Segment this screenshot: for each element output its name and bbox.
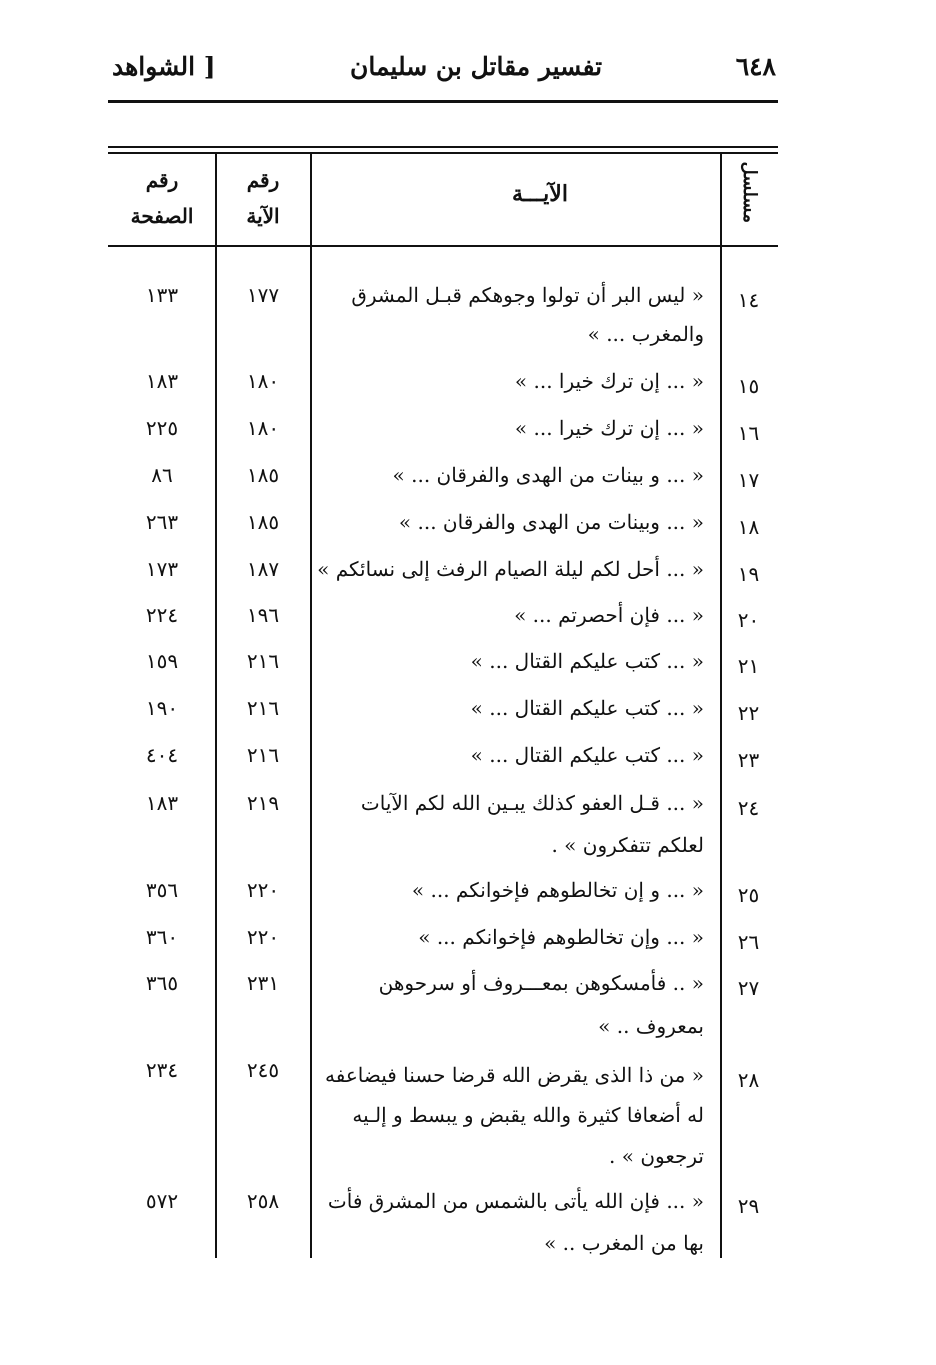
verse-line: « ... و بينات من الهدى والفرقان ... » <box>392 463 704 487</box>
page-reference: ٢٢٤ <box>145 603 179 627</box>
page-reference: ٥٧٢ <box>145 1189 179 1213</box>
page-reference: ١٥٩ <box>145 649 179 673</box>
page-reference: ٤٠٤ <box>145 743 179 767</box>
serial-number: ٢٧ <box>737 976 760 1000</box>
book-title: تفسير مقاتل بن سليمان <box>350 52 603 81</box>
ayah-number: ١٧٧ <box>246 283 280 307</box>
column-divider <box>720 154 722 1258</box>
ayah-number: ١٨٥ <box>246 510 280 534</box>
ayah-number: ١٨٠ <box>246 416 280 440</box>
serial-number: ١٧ <box>737 468 760 492</box>
serial-number: ١٥ <box>737 374 760 398</box>
page-reference: ٣٦٠ <box>145 925 179 949</box>
verse-line: « ... فإن الله يأتى بالشمس من المشرق فأت <box>327 1189 704 1213</box>
column-header-ayah-number <box>222 162 304 234</box>
ayah-number: ٢١٩ <box>246 791 280 815</box>
verse-line: « ... كتب عليكم القتال ... » <box>470 743 704 767</box>
header-divider <box>108 245 778 247</box>
serial-number: ٢٣ <box>737 748 760 772</box>
page-reference: ١٩٠ <box>145 696 179 720</box>
serial-number: ٢٥ <box>737 883 760 907</box>
page-reference: ٢٣٤ <box>145 1058 179 1082</box>
ayah-number: ٢٥٨ <box>246 1189 280 1213</box>
ayah-number: ١٨٥ <box>246 463 280 487</box>
verse-line: « ... قـل العفو كذلك يبـين الله لكم الآيات <box>360 791 704 815</box>
verse-line: « ... كتب عليكم القتال ... » <box>470 649 704 673</box>
verse-line: لعلكم تتفكرون » . <box>551 833 704 857</box>
serial-number: ٢٦ <box>737 930 760 954</box>
page-reference: ١٨٣ <box>145 791 179 815</box>
column-header-page-number <box>112 162 212 234</box>
verse-line: « من ذا الذى يقرض الله قرضا حسنا فيضاعفه <box>324 1063 704 1087</box>
page-reference: ١٣٣ <box>145 283 179 307</box>
table-top-rule-2 <box>108 152 778 154</box>
ayah-number: ٢٣١ <box>246 971 280 995</box>
table-top-rule <box>108 146 778 148</box>
verse-line: ترجعون » . <box>609 1144 704 1168</box>
ayah-number: ٢١٦ <box>246 743 280 767</box>
page-reference: ٣٥٦ <box>145 878 179 902</box>
verse-line: « ... إن ترك خيرا ... » <box>514 369 704 393</box>
ayah-number: ٢٢٠ <box>246 925 280 949</box>
page-reference: ٢٢٥ <box>145 416 179 440</box>
ayah-number: ٢٢٠ <box>246 878 280 902</box>
header-rule <box>108 100 778 103</box>
page-reference: ٨٦ <box>151 463 173 487</box>
serial-number: ٢٠ <box>737 608 760 632</box>
page-reference: ٢٦٣ <box>145 510 179 534</box>
serial-number: ٢٨ <box>737 1068 760 1092</box>
column-divider <box>215 154 217 1258</box>
ayah-number: ١٨٧ <box>246 557 280 581</box>
page-reference: ٣٦٥ <box>145 971 179 995</box>
column-header-serial: مسلسل <box>739 161 760 223</box>
serial-number: ٢٩ <box>737 1194 760 1218</box>
verse-line: « ... وإن تخالطوهم فإخوانكم ... » <box>418 925 704 949</box>
ayah-number: ١٨٠ <box>246 369 280 393</box>
column-header-page-line-1: رقم <box>145 168 179 192</box>
verse-line: بها من المغرب .. » <box>544 1231 704 1255</box>
column-header-page-line-2: الصفحة <box>130 204 194 228</box>
verse-line: « ... وبينات من الهدى والفرقان ... » <box>398 510 704 534</box>
verse-line: « ليس البر أن تولوا وجوهكم قبـل المشرق <box>351 283 704 307</box>
ayah-number: ٢٤٥ <box>246 1058 280 1082</box>
column-header-ayah-line-1: رقم <box>246 168 280 192</box>
ayah-number: ٢١٦ <box>246 696 280 720</box>
verse-line: بمعروف .. » <box>598 1014 704 1038</box>
verse-line: له أضعافا كثيرة والله يقبض و يبسط و إلـيه <box>352 1103 704 1127</box>
verse-line: « ... فإن أحصرتم ... » <box>514 603 704 627</box>
ayah-number: ٢١٦ <box>246 649 280 673</box>
page-reference: ١٧٣ <box>145 557 179 581</box>
verse-line: « ... أحل لكم ليلة الصيام الرفث إلى نسائكم » <box>317 557 704 581</box>
page-reference: ١٨٣ <box>145 369 179 393</box>
serial-number: ٢١ <box>737 654 760 678</box>
serial-number: ٢٢ <box>737 701 760 725</box>
verse-line: « ... إن ترك خيرا ... » <box>514 416 704 440</box>
page-number: ٦٤٨ <box>735 52 776 81</box>
serial-number: ١٦ <box>737 421 760 445</box>
section-title: [ الشواهد <box>112 52 216 81</box>
column-header-ayah-line-2: الآية <box>246 204 280 228</box>
verse-line: « ... كتب عليكم القتال ... » <box>470 696 704 720</box>
serial-number: ١٨ <box>737 515 760 539</box>
ayah-number: ١٩٦ <box>246 603 280 627</box>
verse-line: « ... و إن تخالطوهم فإخوانكم ... » <box>411 878 704 902</box>
verse-line: والمغرب ... » <box>587 322 704 346</box>
verse-line: « .. فأمسكوهن بمعـــروف أو سرحوهن <box>378 971 704 995</box>
serial-number: ٢٤ <box>737 796 760 820</box>
serial-number: ١٩ <box>737 562 760 586</box>
serial-number: ١٤ <box>737 288 760 312</box>
column-header-verse: الآيـــة <box>512 181 568 207</box>
